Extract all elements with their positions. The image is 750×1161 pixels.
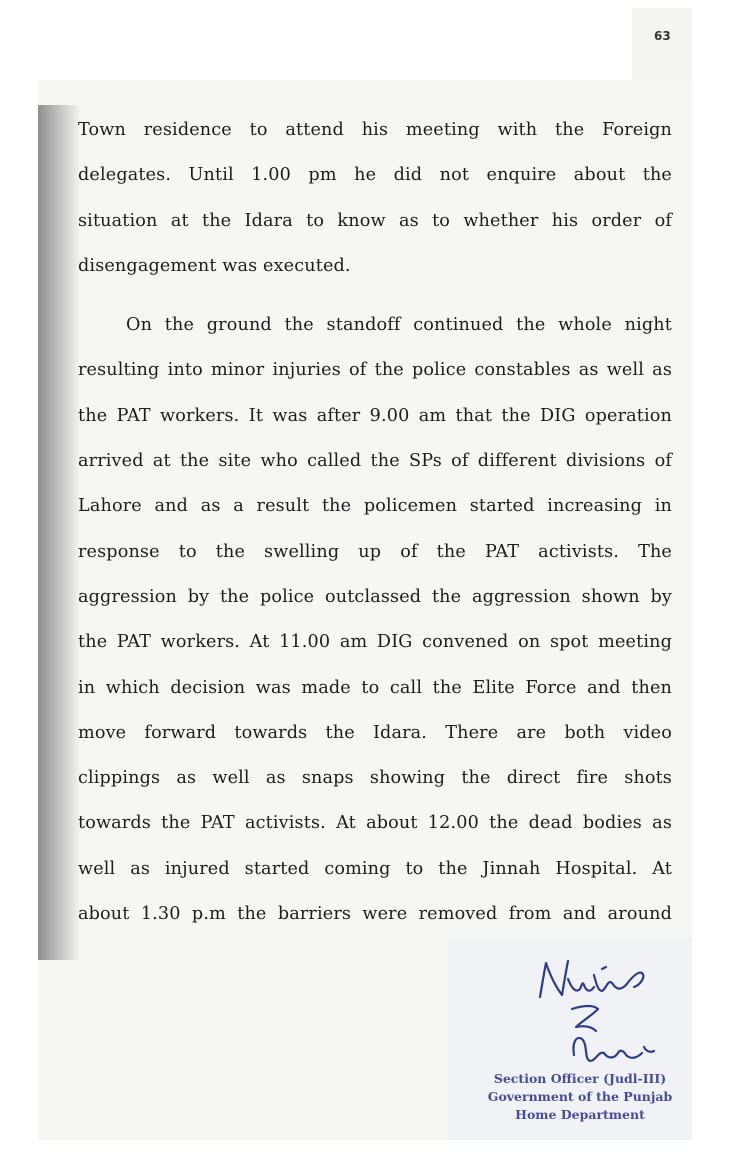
document-body (78, 108, 672, 937)
binding-shadow (38, 105, 80, 960)
text-line: arrived at the site who called the SPs of different divisions of (78, 451, 672, 472)
text-line: aggression by the police outclassed the aggression shown by (78, 586, 672, 607)
text-line: about 1.30 p.m the barriers were removed from and around (78, 904, 672, 925)
text-line: delegates. Until 1.00 pm he did not enquire about the (78, 165, 672, 186)
text-line: resulting into minor injuries of the police constables as well as (78, 360, 672, 381)
handwritten-signature (532, 955, 662, 1070)
text-line: the PAT workers. At 11.00 am DIG convened on spot meeting (78, 632, 672, 653)
text-line: in which decision was made to call the Elite Force and then (78, 677, 672, 698)
official-stamp (478, 1070, 682, 1124)
stamp-line-department: Home Department (515, 1107, 645, 1122)
paragraph-1 (78, 108, 672, 289)
text-line: Lahore and as a result the policemen started increasing in (78, 496, 672, 517)
text-line: situation at the Idara to know as to whether his order of (78, 210, 672, 231)
paragraph-2 (78, 303, 672, 937)
text-line: Town residence to attend his meeting with the Foreign (78, 120, 672, 140)
text-line: On the ground the standoff continued the whole night (126, 315, 672, 336)
stamp-line-government: Government of the Punjab (487, 1089, 673, 1104)
text-line: move forward towards the Idara. There are both video (78, 722, 672, 743)
text-line: towards the PAT activists. At about 12.00 the dead bodies as (78, 813, 672, 834)
page-number: 63 (654, 29, 671, 43)
stamp-line-designation: Section Officer (Judl-III) (493, 1071, 667, 1086)
text-line: disengagement was executed. (78, 255, 351, 276)
text-line: well as injured started coming to the Jinnah Hospital. At (78, 858, 672, 879)
text-line: response to the swelling up of the PAT activists. The (78, 541, 672, 562)
text-line: the PAT workers. It was after 9.00 am that the DIG operation (78, 405, 672, 426)
text-line: clippings as well as snaps showing the direct fire shots (78, 768, 672, 789)
